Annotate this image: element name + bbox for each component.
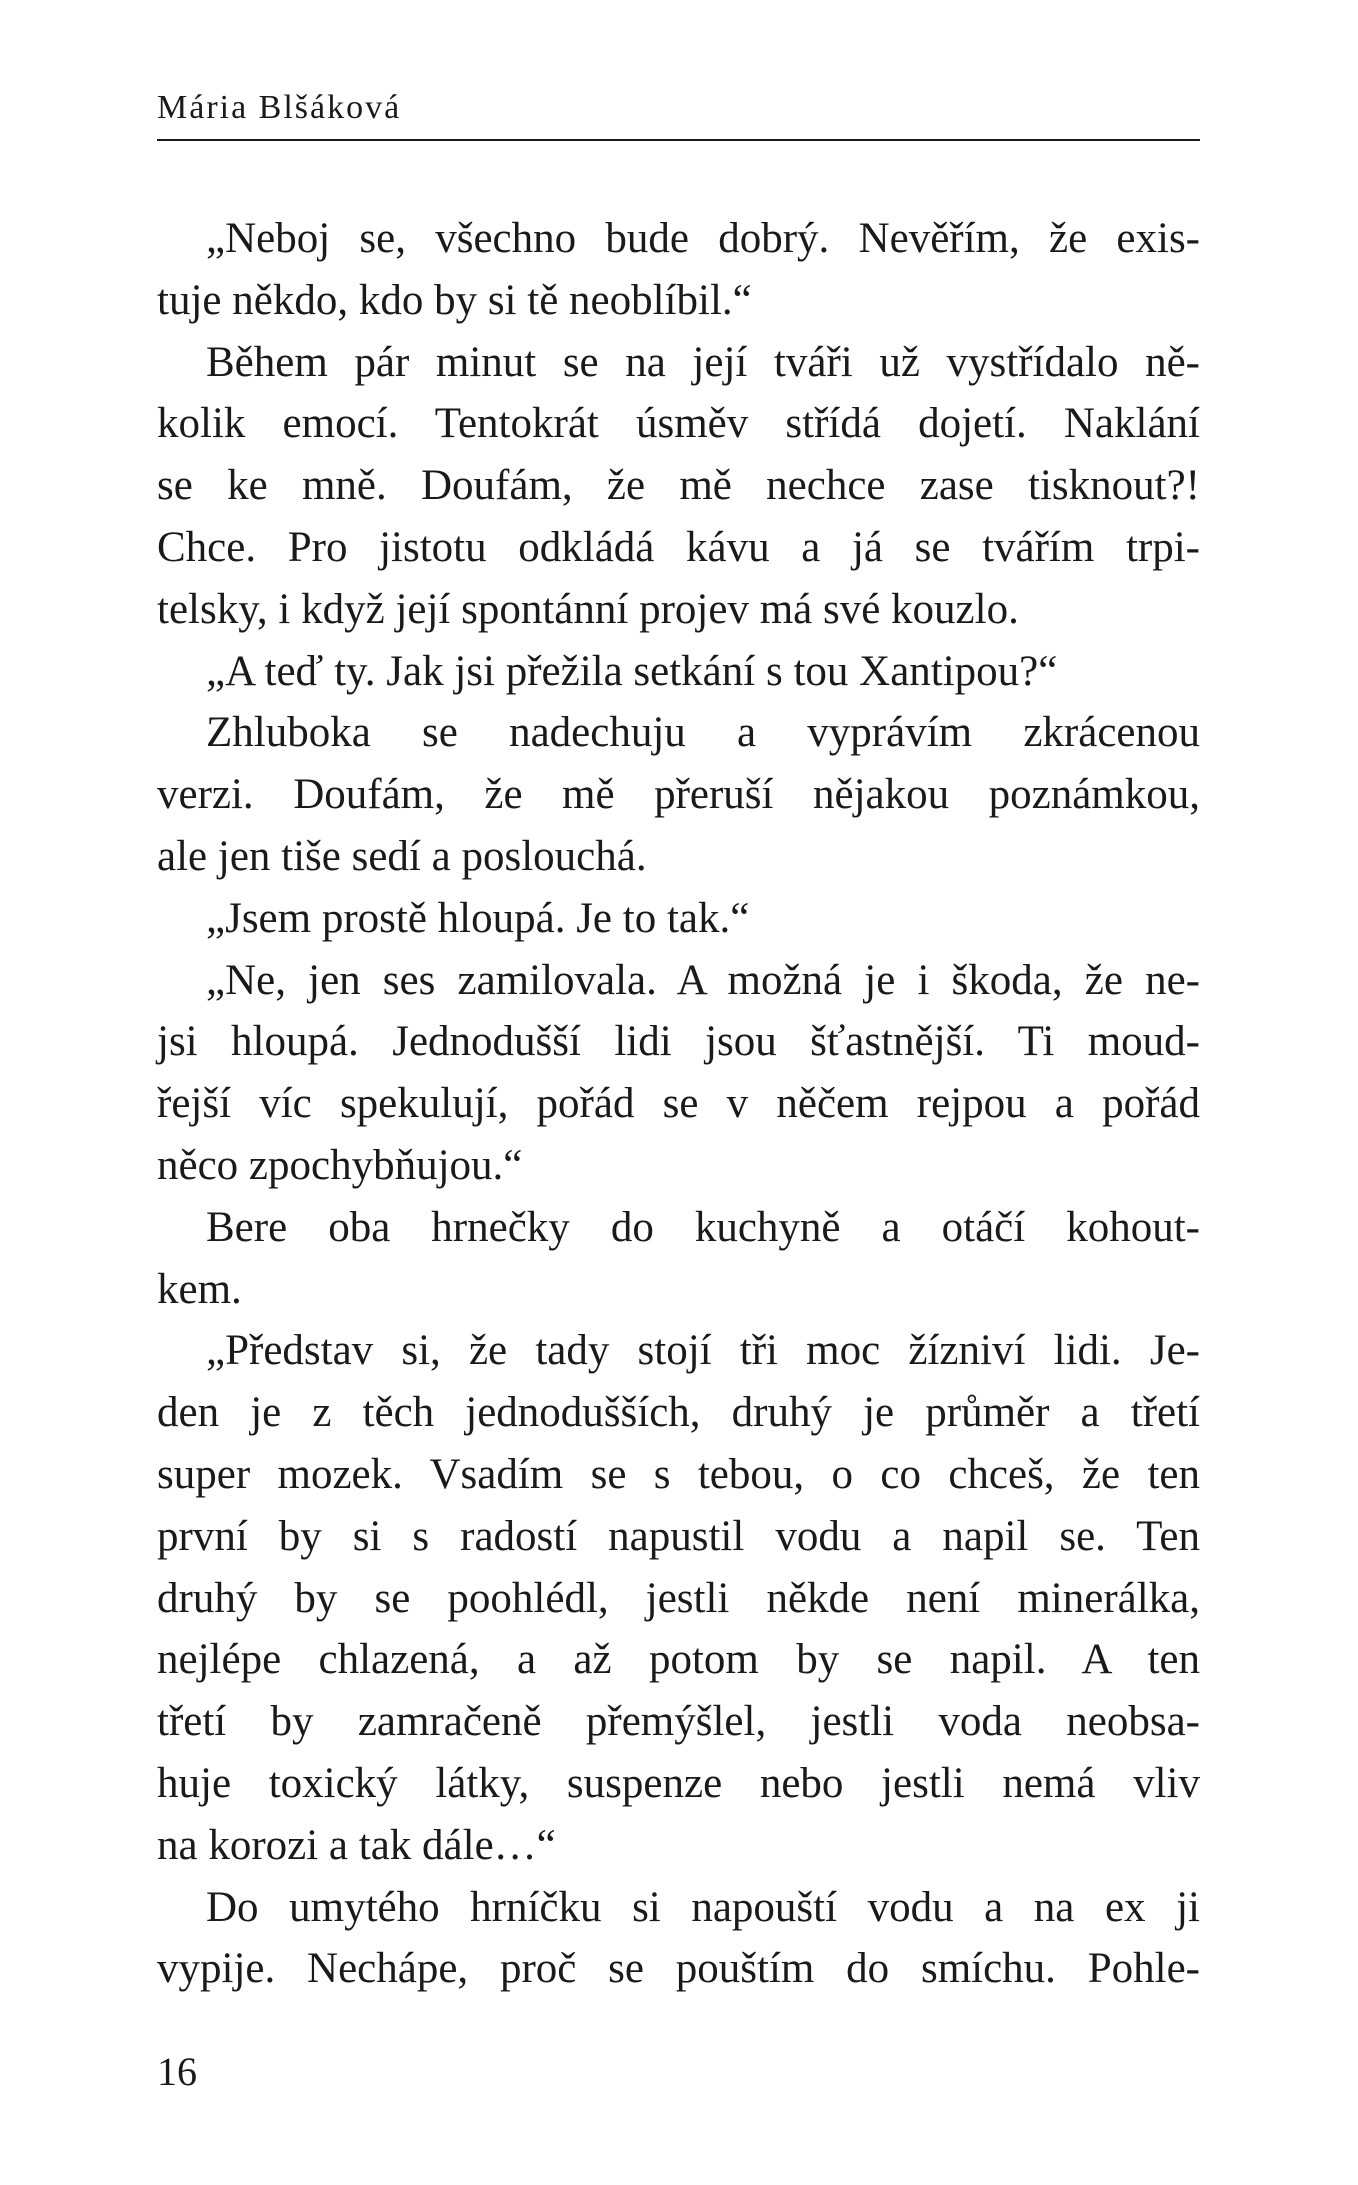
body-text	[157, 208, 1200, 2000]
text-line: „Jsem prostě hloupá. Je to tak.“	[206, 894, 750, 942]
text-line: super mozek. Vsadím se s tebou, o co chceš, že ten	[157, 1450, 1200, 1498]
text-line: třetí by zamračeně přemýšlel, jestli voda neobsa-	[157, 1698, 1200, 1746]
text-line: tuje někdo, kdo by si tě neoblíbil.“	[157, 276, 752, 324]
text-line: telsky, i když její spontánní projev má své kouzlo.	[157, 585, 1019, 633]
text-line: vypije. Nechápe, proč se pouštím do smíchu. Pohle-	[157, 1945, 1200, 1993]
text-line: druhý by se poohlédl, jestli někde není minerálka,	[157, 1574, 1200, 1622]
text-line: „Neboj se, všechno bude dobrý. Nevěřím, že exis-	[206, 215, 1200, 262]
text-line: kolik emocí. Tentokrát úsměv střídá dojetí. Naklání	[157, 400, 1200, 448]
text-line: Během pár minut se na její tváři už vystřídalo ně-	[206, 338, 1200, 386]
text-line: den je z těch jednodušších, druhý je průměr a třetí	[157, 1389, 1200, 1437]
text-line: kem.	[157, 1265, 242, 1313]
text-line: „A teď ty. Jak jsi přežila setkání s tou Xantipou?“	[206, 647, 1058, 695]
text-line: se ke mně. Doufám, že mě nechce zase tisknout?!	[157, 462, 1200, 510]
text-line: řejší víc spekulují, pořád se v něčem rejpou a pořád	[157, 1080, 1200, 1128]
running-head-author: Mária Blšáková	[157, 89, 402, 126]
text-line: „Ne, jen ses zamilovala. A možná je i škoda, že ne-	[206, 956, 1200, 1004]
text-line: huje toxický látky, suspenze nebo jestli nemá vliv	[157, 1759, 1200, 1807]
text-line: Chce. Pro jistotu odkládá kávu a já se tvářím trpi-	[157, 523, 1200, 571]
text-line: Do umytého hrníčku si napouští vodu a na ex ji	[206, 1883, 1200, 1931]
text-line: nejlépe chlazená, a až potom by se napil. A ten	[157, 1636, 1200, 1684]
text-line: něco zpochybňujou.“	[157, 1141, 523, 1189]
text-line: na korozi a tak dále…“	[157, 1821, 556, 1869]
text-line: verzi. Doufám, že mě přeruší nějakou poznámkou,	[157, 771, 1200, 819]
book-page	[157, 0, 1200, 2185]
text-line: ale jen tiše sedí a poslouchá.	[157, 832, 647, 880]
header-rule	[157, 139, 1200, 141]
text-line: první by si s radostí napustil vodu a napil se. Ten	[157, 1512, 1200, 1560]
text-line: Zhluboka se nadechuju a vyprávím zkrácenou	[206, 709, 1200, 757]
text-line: jsi hloupá. Jednodušší lidi jsou šťastnější. Ti moud-	[157, 1018, 1200, 1066]
page-number: 16	[157, 2049, 197, 2094]
text-line: Bere oba hrnečky do kuchyně a otáčí kohout-	[206, 1203, 1200, 1251]
text-line: „Představ si, že tady stojí tři moc žízniví lidi. Je-	[206, 1327, 1200, 1375]
